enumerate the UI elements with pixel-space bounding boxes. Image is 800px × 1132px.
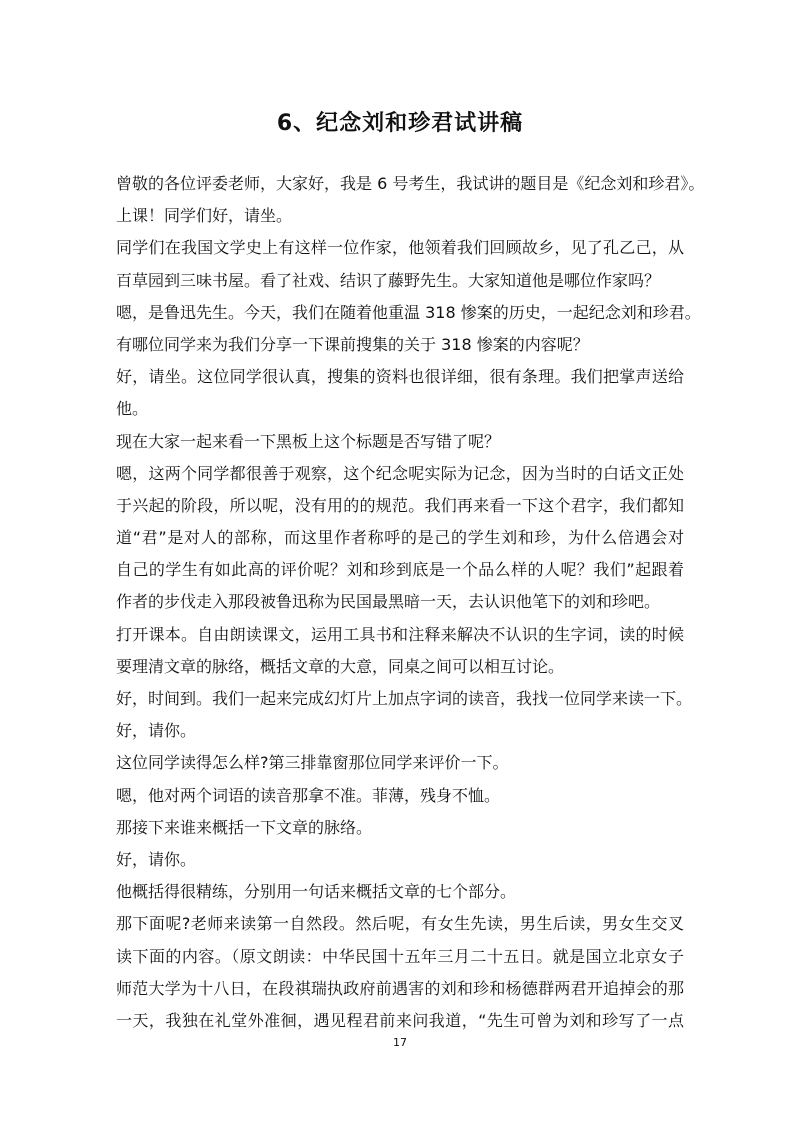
page-number: 17 (393, 1036, 407, 1049)
text-line: 好，请你。 (116, 849, 197, 869)
document-body (116, 168, 705, 1037)
text-line: 好，请坐。这位同学很认真，搜集的资料也很详细，很有条理。我们把掌声送给 (116, 367, 684, 387)
text-line: 他。 (116, 399, 149, 419)
text-line: 于兴起的阶段，所以呢，没有用的的规范。我们再来看一下这个君字，我们都知 (116, 495, 684, 515)
text-line: 现在大家一起来看一下黑板上这个标题是否写错了呢？ (116, 431, 501, 451)
text-line: 要理清文章的脉络，概括文章的大意，同桌之间可以相互讨论。 (116, 656, 565, 676)
text-line: 他概括得很精练，分别用一句话来概括文章的七个部分。 (116, 882, 517, 902)
text-line: 师范大学为十八日，在段祺瑞执政府前遇害的刘和珍和杨德群两君开追掉会的那 (116, 978, 684, 998)
text-line: 同学们在我国文学史上有这样一位作家，他领着我们回顾故乡，见了孔乙己，从 (116, 238, 684, 258)
text-line: 那下面呢?老师来读第一自然段。然后呢，有女生先读，男生后读，男女生交叉 (116, 914, 684, 934)
text-line: 那接下来谁来概括一下文章的脉络。 (116, 817, 373, 837)
text-line: 好，请你。 (116, 721, 197, 741)
text-line: 这位同学读得怎么样?第三排靠窗那位同学来评价一下。 (116, 753, 509, 773)
text-line: 自己的学生有如此高的评价呢？刘和珍到底是一个品么样的人呢？我们”起跟着 (116, 560, 684, 580)
page-title: 6、纪念刘和珍君试讲稿 (276, 111, 524, 136)
text-line: 上课！同学们好，请坐。 (116, 206, 293, 226)
text-line: 有哪位同学来为我们分享一下课前搜集的关于 318 惨案的内容呢？ (116, 334, 589, 354)
text-line: 道“君”是对人的部称，而这里作者称呼的是己的学生刘和珍，为什么倍遇会对 (116, 528, 684, 548)
text-line: 好，时间到。我们一起来完成幻灯片上加点字词的读音，我找一位同学来读一下。 (116, 689, 693, 708)
text-line: 嗯，这两个同学都很善于观察，这个纪念呢实际为记念，因为当时的白话文正处 (116, 463, 684, 483)
text-line: 作者的步伐走入那段被鲁迅称为民国最黑暗一天，去认识他笔下的刘和珍吧。 (116, 592, 661, 612)
text-line: 嗯，是鲁迅先生。今天，我们在随着他重温 318 惨案的历史，一起纪念刘和珍君。 (116, 302, 701, 322)
text-line: 百草园到三味书屋。看了社戏、结识了藤野先生。大家知道他是哪位作家吗？ (116, 270, 661, 290)
text-line: 一天，我独在礼堂外准徊，遇见程君前来问我道，“先生可曾为刘和珍写了一点 (116, 1010, 684, 1030)
text-line: 读下面的内容。（原文朗读：中华民国十五年三月二十五日。就是国立北京女子 (116, 946, 684, 966)
text-line: 曾敬的各位评委老师，大家好，我是 6 号考生，我试讲的题目是《纪念刘和珍君》。 (116, 174, 705, 193)
text-line: 打开课本。自由朗读课文，运用工具书和注释来解决不认识的生字词，读的时候 (116, 624, 684, 644)
text-line: 嗯，他对两个词语的读音那拿不准。菲薄，残身不恤。 (116, 785, 501, 805)
